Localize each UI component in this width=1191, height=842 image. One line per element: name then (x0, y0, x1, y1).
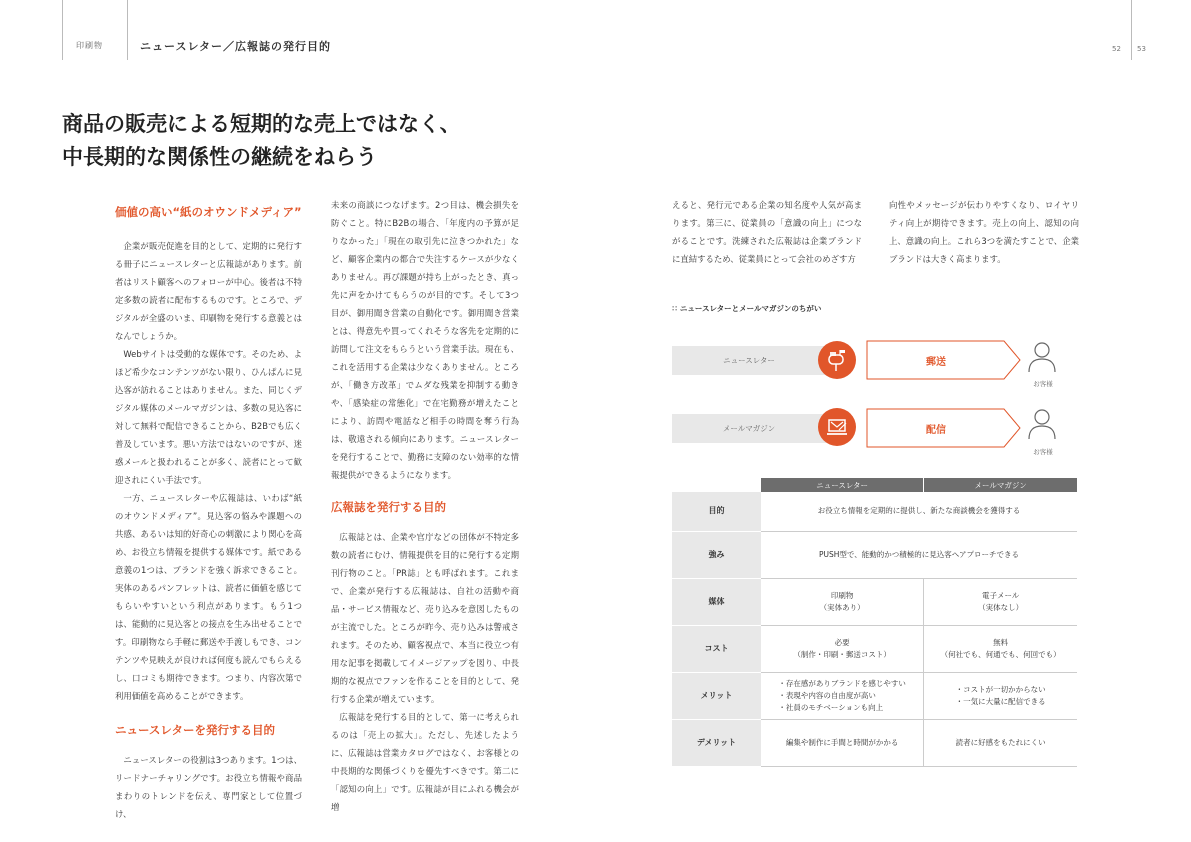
customer-icon (1026, 339, 1058, 373)
cell-merit-newsletter (761, 672, 924, 719)
cell-line: （実体あり） (819, 602, 865, 612)
merit-item: ・一気に大量に配信できる (955, 696, 1046, 706)
cell-line: （何社でも、何通でも、何回でも） (940, 649, 1061, 659)
section-heading-owned-media: 価値の高い“紙のオウンドメディア” (115, 205, 302, 219)
table-row (672, 672, 1077, 719)
diagram-title (672, 303, 821, 314)
section-heading-newsletter-purpose: ニュースレターを発行する目的 (115, 723, 275, 737)
row-label-strength: 強み (672, 531, 761, 578)
paragraph: えると、発行元である企業の知名度や人気が高まります。第三に、従業員の「意識の向上」につながることです。洗練された広報誌は企業ブランドに直結するため、従業員にとって会社のめざす方 (672, 200, 862, 264)
table-header-row (672, 478, 1077, 492)
cell-demerit-newsletter: 編集や制作に手間と時間がかかる (761, 719, 924, 766)
diagram-title-text: ニュースレターとメールマガジンのちがい (679, 304, 822, 313)
table-row (672, 625, 1077, 672)
column-header-mail-magazine: メールマガジン (924, 478, 1077, 492)
cell-line: 必要 (834, 637, 850, 647)
diagram-label-mail-magazine: メールマガジン (672, 414, 826, 443)
right-margin-line (1131, 0, 1132, 60)
paragraph: 一方、ニュースレターや広報誌は、いわば“紙のオウンドメディア”。見込客の悩みや課題への共感、あるいは知的好奇心の刺激により関心を高め、お役立ち情報を提供する媒体です。紙である意義の1つは、ブランドを強く訴求できること。実体のあるパンフレットは、読者に価値を感じてもらいやすいという利点があります。もう1つは、能動的に見込客との接点を生み出せることです。印刷物なら手軽に郵送や手渡しもでき、コンテンツや見映えが良ければ何度も読んでもらえるし、口コミも期待できます。つまり、内容次第で利用価値を高めることができます。 (115, 493, 302, 701)
paragraph: 向性やメッセージが伝わりやすくなり、ロイヤリティ向上が期待できます。売上の向上、認知の向上、意識の向上。これら3つを満たすことで、企業ブランドは大きく高まります。 (889, 200, 1079, 264)
row-label-medium: 媒体 (672, 578, 761, 625)
section-heading-pr-magazine-purpose: 広報誌を発行する目的 (331, 500, 446, 514)
headline-line-1: 商品の販売による短期的な売上ではなく、 (62, 112, 461, 136)
mailbox-icon (818, 341, 856, 379)
cell-strength: PUSH型で、能動的かつ積極的に見込客へアプローチできる (761, 531, 1077, 578)
header-divider-line (127, 0, 128, 60)
paragraph: 広報誌を発行する目的として、第一に考えられるのは「売上の拡大」。ただし、先述したように、広報誌は営業カタログではなく、お客様との中長期的な関係づくりを優先すべきです。第二に「認知の向上」です。広報誌が目にふれる機会が増 (331, 712, 519, 812)
table-row (672, 492, 1077, 531)
cell-line: （実体なし） (978, 602, 1024, 612)
page-number-left: 52 (1112, 45, 1121, 53)
cell-line: （制作・印刷・郵送コスト） (793, 649, 891, 659)
text-column-2 (331, 196, 519, 816)
customer-label: お客様 (1033, 380, 1053, 388)
table-row (672, 719, 1077, 766)
page-headline (62, 108, 461, 174)
row-label-merit: メリット (672, 672, 761, 719)
paragraph: ニュースレターの役割は3つあります。1つは、リードナーチャリングです。お役立ち情報や商品まわりのトレンドを伝え、専門家として位置づけ、 (115, 755, 302, 819)
cell-line: 印刷物 (830, 590, 854, 600)
merit-item: ・表現や内容の自由度が高い (778, 690, 876, 700)
laptop-mail-icon (818, 408, 856, 446)
cell-purpose: お役立ち情報を定期的に提供し、新たな商談機会を獲得する (761, 492, 1077, 531)
cell-cost-newsletter (761, 625, 924, 672)
cell-medium-newsletter (761, 578, 924, 625)
diagram-title-marker-icon: ∷ (672, 304, 680, 313)
row-label-demerit: デメリット (672, 719, 761, 766)
row-label-cost: コスト (672, 625, 761, 672)
row-label-purpose: 目的 (672, 492, 761, 531)
headline-line-2: 中長期的な関係性の継続をねらう (62, 145, 377, 169)
text-column-1 (115, 203, 302, 823)
customer-label: お客様 (1033, 448, 1053, 456)
paragraph: 未来の商談につなげます。2つ目は、機会損失を防ぐこと。特にB2Bの場合、「年度内の予算が足りなかった」「現在の取引先に泣きつかれた」など、顧客企業内の都合で失注するケースが少なくありません。再び課題が持ち上がったとき、真っ先に声をかけてもらうのが目的です。そして3つ目が、御用聞き営業の自動化です。御用聞き営業とは、得意先や買ってくれそうな客先を定期的に訪問して注文をもらうという営業手法。現在も、これを活用する企業は少なくありません。ところが、「働き方改革」でムダな残業を抑制する動きや、「感染症の常態化」で在宅勤務が増えたことにより、訪問や電話など相手の時間を奪う行為は、敬遠される傾向にあります。ニュースレターを発行することで、勤務に支障のない効率的な情報提供ができるようになります。 (331, 200, 519, 480)
header-category: 印刷物 (76, 41, 103, 50)
comparison-table (672, 478, 1077, 767)
column-header-newsletter: ニュースレター (761, 478, 924, 492)
paragraph: 企業が販売促進を目的として、定期的に発行する冊子にニュースレターと広報誌があります。前者はリスト顧客へのフォローが中心。後者は不特定多数の読者に配布するものです。ところで、デジタルが全盛のいま、印刷物を発行する意義とはなんでしょうか。 (115, 241, 302, 341)
table-row (672, 578, 1077, 625)
cell-merit-mail-magazine (924, 672, 1077, 719)
header-title: ニュースレター／広報誌の発行目的 (140, 40, 332, 53)
merit-item: ・存在感がありブランドを感じやすい (778, 678, 906, 688)
action-label-distribute: 配信 (926, 424, 946, 436)
cell-line: 電子メール (981, 590, 1020, 600)
merit-item: ・コストが一切かからない (955, 684, 1046, 694)
cell-demerit-mail-magazine: 読者に好感をもたれにくい (924, 719, 1077, 766)
cell-line: 無料 (993, 637, 1009, 647)
text-column-4 (889, 196, 1079, 268)
text-column-3 (672, 196, 862, 268)
diagram-label-newsletter: ニュースレター (672, 346, 826, 375)
table-row (672, 531, 1077, 578)
cell-cost-mail-magazine (924, 625, 1077, 672)
paragraph: Webサイトは受動的な媒体です。そのため、よほど希少なコンテンツがない限り、ひんぱんに見込客が訪れることはありません。また、同じくデジタル媒体のメールマガジンは、多数の見込客に対して無料で配信できることから、B2Bでも広く普及しています。悪い方法ではないのですが、迷惑メールと扱われることが多く、読者にとって歓迎されにくい手法です。 (115, 349, 302, 485)
action-label-mail: 郵送 (926, 356, 946, 368)
page-number-right: 53 (1137, 45, 1146, 53)
merit-item: ・社員のモチベーションも向上 (778, 702, 884, 712)
table-corner (672, 478, 761, 492)
paragraph: 広報誌とは、企業や官庁などの団体が不特定多数の読者にむけ、情報提供を目的に発行する定期刊行物のこと。「PR誌」とも呼ばれます。これまで、企業が発行する広報誌は、自社の活動や商品・サービス情報など、売り込みを意図したものが主流でした。ところが昨今、売り込みは警戒されます。そのため、顧客視点で、本当に役立つ有用な記事を掲載してイメージアップを図り、中長期的な視点でファンを作ることを目的として、発行する企業が増えています。 (331, 532, 519, 704)
left-margin-line (62, 0, 63, 60)
customer-icon (1026, 406, 1058, 440)
cell-medium-mail-magazine (924, 578, 1077, 625)
